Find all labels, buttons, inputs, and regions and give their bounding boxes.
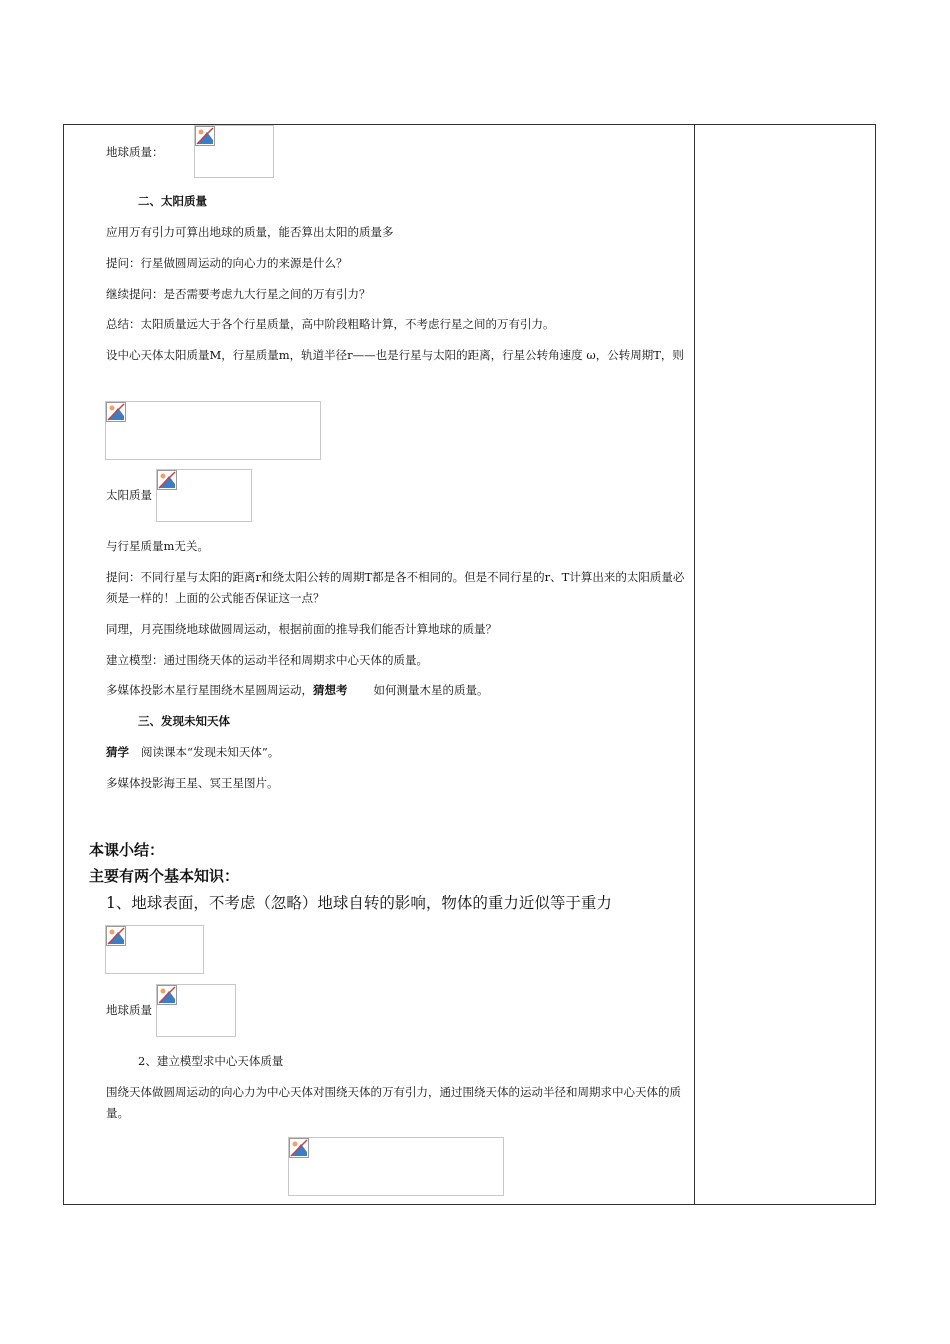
- broken-image-icon: [157, 470, 177, 490]
- summary-subtitle: 主要有两个基本知识：: [89, 867, 240, 885]
- paragraph: 多媒体投影海王星、冥王星图片。: [106, 776, 279, 790]
- text-span: 如何测量木星的质量。: [373, 683, 489, 697]
- text-span: 多媒体投影木星行星围绕木星圆周运动，: [106, 683, 313, 697]
- formula-image: [156, 984, 236, 1037]
- paragraph: 建立模型：通过围绕天体的运动半径和周期求中心天体的质量。: [106, 653, 428, 667]
- formula-image: [288, 1137, 504, 1196]
- paragraph: 围绕天体做圆周运动的向心力为中心天体对围绕天体的万有引力，通过围绕天体的运动半径和周期求中心天体的质量。: [106, 1085, 681, 1120]
- broken-image-icon: [289, 1138, 309, 1158]
- formula-image: [105, 401, 321, 460]
- summary-title: 本课小结：: [89, 841, 165, 859]
- paragraph: 总结：太阳质量远大于各个行星质量，高中阶段粗略计算，不考虑行星之间的万有引力。: [106, 317, 555, 331]
- text-span: 猜学: [106, 745, 129, 759]
- broken-image-icon: [106, 926, 126, 946]
- paragraph: 设中心天体太阳质量M，行星质量m，轨道半径r——也是行星与太阳的距离，行星公转角速度 ω，公转周期T，则: [106, 348, 684, 362]
- table-column-divider: [694, 124, 695, 1205]
- earth-mass-label: 地球质量: [106, 1003, 152, 1017]
- section-title-unknown-bodies: 三、发现未知天体: [138, 714, 230, 728]
- formula-image: [156, 469, 252, 522]
- knowledge-point-1: 1、地球表面，不考虑（忽略）地球自转的影响，物体的重力近似等于重力: [106, 894, 612, 912]
- text-span: 猜想考: [313, 683, 348, 697]
- paragraph: [106, 680, 489, 701]
- paragraph: 与行星质量m无关。: [106, 539, 209, 553]
- knowledge-point-2: 2、建立模型求中心天体质量: [138, 1054, 284, 1068]
- paragraph: [106, 742, 279, 763]
- broken-image-icon: [157, 985, 177, 1005]
- broken-image-icon: [106, 402, 126, 422]
- text-span: 阅读课本“发现未知天体”。: [141, 745, 280, 759]
- sun-mass-label: 太阳质量: [106, 488, 152, 502]
- formula-image: [194, 125, 274, 178]
- earth-mass-label: 地球质量：: [106, 145, 164, 159]
- paragraph: 提问：不同行星与太阳的距离r和绕太阳公转的周期T都是各不相同的。但是不同行星的r、T计算出来的太阳质量必须是一样的！上面的公式能否保证这一点？: [106, 570, 685, 605]
- broken-image-icon: [195, 126, 215, 146]
- formula-image: [105, 925, 204, 974]
- paragraph: 继续提问：是否需要考虑九大行星之间的万有引力？: [106, 287, 371, 301]
- paragraph: 同理，月亮围绕地球做圆周运动，根据前面的推导我们能否计算地球的质量？: [106, 622, 497, 636]
- paragraph: 提问：行星做圆周运动的向心力的来源是什么？: [106, 256, 348, 270]
- section-title-sun-mass: 二、太阳质量: [138, 194, 207, 208]
- paragraph: 应用万有引力可算出地球的质量，能否算出太阳的质量多: [106, 225, 394, 239]
